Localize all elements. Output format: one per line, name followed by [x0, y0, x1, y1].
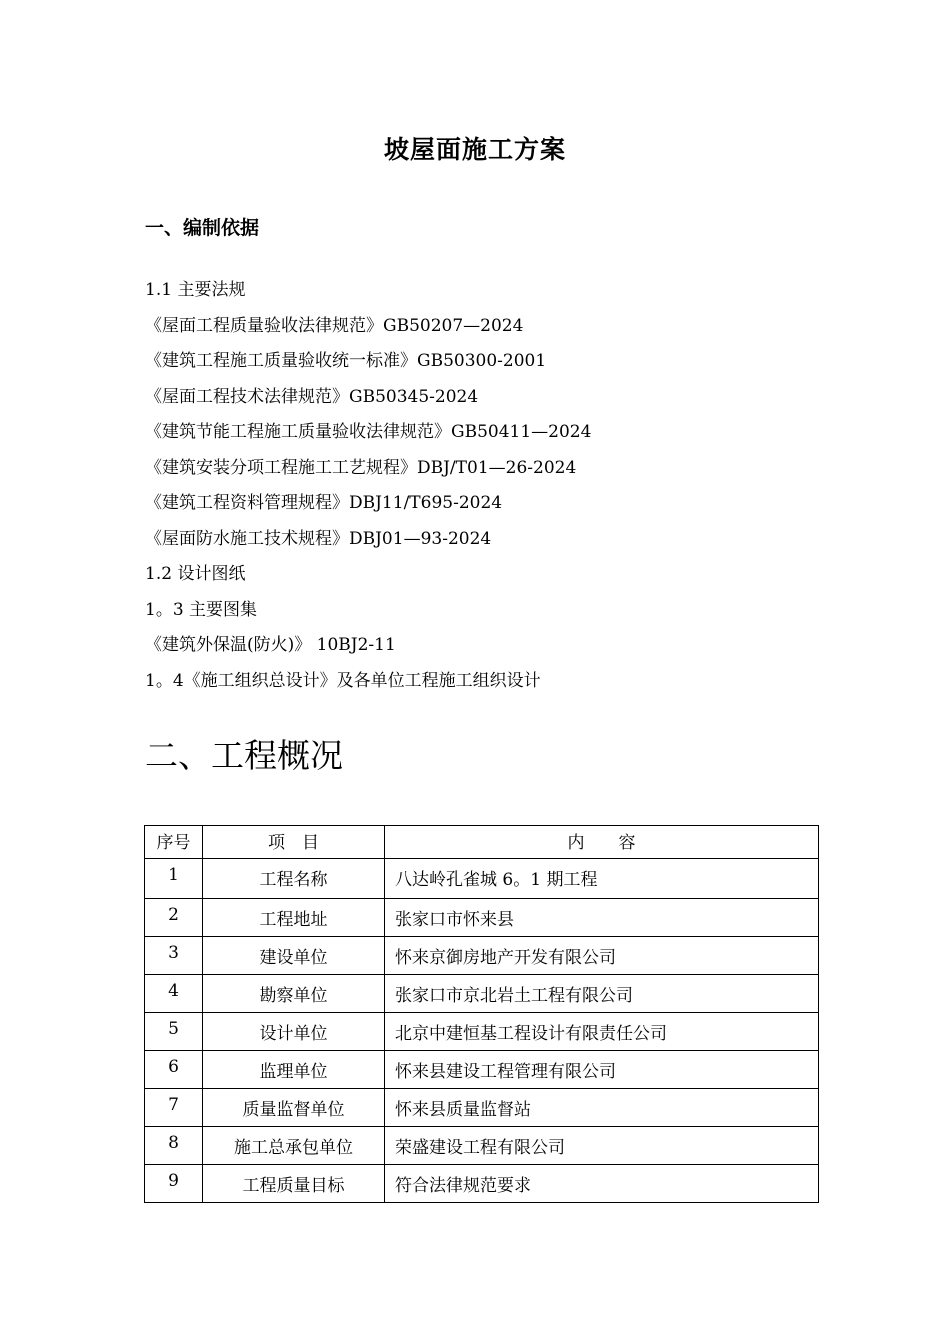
- basis-line: 《建筑外保温(防火)》 10BJ2-11: [145, 635, 396, 655]
- basis-line: 《建筑安装分项工程施工工艺规程》DBJ/T01—26-2024: [145, 457, 577, 478]
- basis-line: 1。3 主要图集: [145, 599, 258, 620]
- cell-no: 2: [145, 899, 203, 937]
- table-row: [145, 1051, 819, 1089]
- cell-item: 监理单位: [203, 1051, 385, 1089]
- header-cell-no: 序号: [145, 826, 203, 859]
- table-row: [145, 937, 819, 975]
- table-row: [145, 859, 819, 899]
- cell-no: 6: [145, 1051, 203, 1089]
- project-overview-table: [144, 825, 819, 1203]
- cell-no: 4: [145, 975, 203, 1013]
- document-title: 坡屋面施工方案: [383, 135, 566, 164]
- table-row: [145, 1165, 819, 1203]
- cell-no: 5: [145, 1013, 203, 1051]
- section-heading-overview: 二、工程概况: [145, 736, 343, 775]
- cell-content: 怀来京御房地产开发有限公司: [385, 937, 819, 975]
- cell-content: 张家口市京北岩土工程有限公司: [385, 975, 819, 1013]
- basis-line: 《屋面工程技术法律规范》GB50345-2024: [145, 386, 479, 407]
- table-row: [145, 1127, 819, 1165]
- table-header-row: [145, 826, 819, 859]
- cell-content: 怀来县质量监督站: [385, 1089, 819, 1127]
- table-row: [145, 899, 819, 937]
- basis-line: 1。4《施工组织总设计》及各单位工程施工组织设计: [145, 670, 541, 691]
- header-cell-item: 项 目: [203, 826, 385, 859]
- cell-no: 8: [145, 1127, 203, 1165]
- header-cell-content: 内 容: [385, 826, 819, 859]
- basis-line: 1.1 主要法规: [145, 280, 246, 300]
- table-row: [145, 975, 819, 1013]
- cell-no: 7: [145, 1089, 203, 1127]
- cell-content: 符合法律规范要求: [385, 1165, 819, 1203]
- cell-item: 建设单位: [203, 937, 385, 975]
- basis-line: 《建筑工程施工质量验收统一标准》GB50300-2001: [145, 351, 547, 371]
- cell-item: 质量监督单位: [203, 1089, 385, 1127]
- cell-content: 怀来县建设工程管理有限公司: [385, 1051, 819, 1089]
- cell-item: 工程地址: [203, 899, 385, 937]
- basis-line: 《建筑节能工程施工质量验收法律规范》GB50411—2024: [145, 422, 592, 442]
- cell-item: 施工总承包单位: [203, 1127, 385, 1165]
- cell-item: 工程质量目标: [203, 1165, 385, 1203]
- basis-line: 《屋面防水施工技术规程》DBJ01—93-2024: [145, 528, 492, 549]
- basis-line: 1.2 设计图纸: [145, 564, 246, 584]
- cell-content: 张家口市怀来县: [385, 899, 819, 937]
- cell-item: 工程名称: [203, 859, 385, 899]
- cell-content: 八达岭孔雀城 6。1 期工程: [385, 859, 819, 899]
- cell-no: 1: [145, 859, 203, 899]
- cell-item: 勘察单位: [203, 975, 385, 1013]
- cell-item: 设计单位: [203, 1013, 385, 1051]
- basis-line: 《屋面工程质量验收法律规范》GB50207—2024: [145, 315, 524, 336]
- section-heading-basis: 一、编制依据: [145, 217, 260, 239]
- cell-no: 9: [145, 1165, 203, 1203]
- cell-content: 北京中建恒基工程设计有限责任公司: [385, 1013, 819, 1051]
- cell-no: 3: [145, 937, 203, 975]
- basis-list: [145, 273, 591, 699]
- table-row: [145, 1013, 819, 1051]
- table-row: [145, 1089, 819, 1127]
- basis-line: 《建筑工程资料管理规程》DBJ11/T695-2024: [145, 493, 503, 513]
- cell-content: 荣盛建设工程有限公司: [385, 1127, 819, 1165]
